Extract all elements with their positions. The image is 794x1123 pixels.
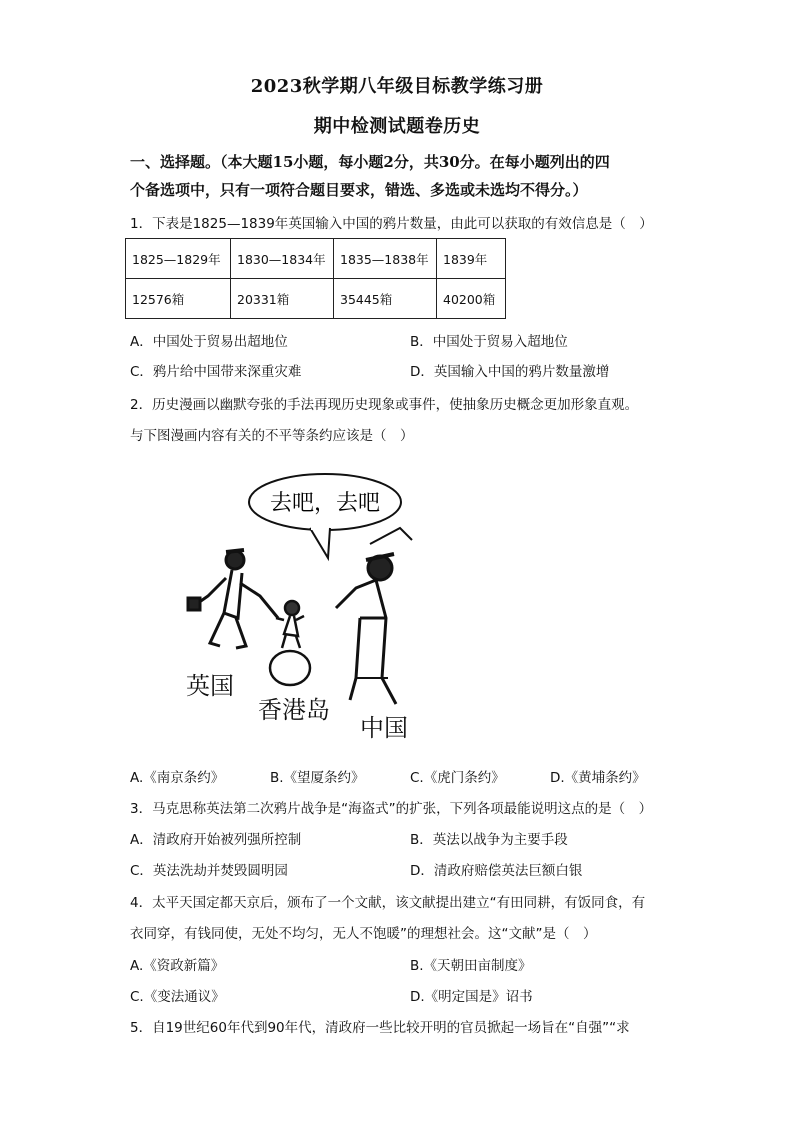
q1-stem: 1．下表是1825—1839年英国输入中国的鸦片数量，由此可以获取的有效信息是（ ） xyxy=(130,216,653,232)
britain-figure xyxy=(188,550,278,648)
table-header-cell: 1835—1838年 xyxy=(334,239,437,279)
q3-option-d: D．清政府赔偿英法巨额白银 xyxy=(410,863,583,879)
q4-option-c: C.《变法通议》 xyxy=(130,989,225,1005)
table-header-cell: 1839年 xyxy=(437,239,506,279)
q3-option-a: A．清政府开始被列强所控制 xyxy=(130,832,302,848)
cartoon-illustration xyxy=(180,468,430,748)
q5-stem-line1: 5．自19世纪60年代到90年代，清政府一些比较开明的官员掀起一场旨在“自强”“求 xyxy=(130,1020,630,1036)
q4-option-b: B.《天朝田亩制度》 xyxy=(410,958,532,974)
table-row xyxy=(126,239,506,279)
label-hongkong: 香港岛 xyxy=(258,696,330,724)
speech-text: 去吧，去吧 xyxy=(269,491,381,516)
table-row xyxy=(126,279,506,319)
opium-table xyxy=(125,238,506,319)
q3-option-b: B．英法以战争为主要手段 xyxy=(410,832,568,848)
table-header-cell: 1825—1829年 xyxy=(126,239,231,279)
q2-stem-line1: 2．历史漫画以幽默夸张的手法再现历史现象或事件，使抽象历史概念更加形象直观。 xyxy=(130,397,639,413)
section-heading-line1: 一、选择题。（本大题15小题，每小题2分，共30分。在每小题列出的四 xyxy=(130,153,610,171)
table-cell: 35445箱 xyxy=(334,279,437,319)
q2-stem-line2: 与下图漫画内容有关的不平等条约应该是（ ） xyxy=(130,428,414,444)
table-cell: 12576箱 xyxy=(126,279,231,319)
table-cell: 20331箱 xyxy=(231,279,334,319)
q1-option-c: C．鸦片给中国带来深重灾难 xyxy=(130,364,302,380)
speech-bubble xyxy=(249,474,401,558)
q4-stem-line2: 衣同穿，有钱同使，无处不均匀，无人不饱暖”的理想社会。这“文献”是（ ） xyxy=(130,926,597,942)
table-header-cell: 1830—1834年 xyxy=(231,239,334,279)
q2-option-b: B.《望厦条约》 xyxy=(270,770,365,786)
q3-stem: 3．马克思称英法第二次鸦片战争是“海盗式”的扩张，下列各项最能说明这点的是（ ） xyxy=(130,801,653,817)
q2-option-c: C.《虎门条约》 xyxy=(410,770,505,786)
q2-option-d: D.《黄埔条约》 xyxy=(550,770,646,786)
china-figure xyxy=(336,528,412,704)
q1-option-d: D．英国输入中国的鸦片数量激增 xyxy=(410,364,610,380)
q1-option-a: A．中国处于贸易出超地位 xyxy=(130,334,288,350)
label-britain: 英国 xyxy=(186,672,234,700)
q4-stem-line1: 4．太平天国定都天京后，颁布了一个文献，该文献提出建立“有田同耕，有饭同食，有 xyxy=(130,895,646,911)
q4-option-d: D.《明定国是》诏书 xyxy=(410,989,533,1005)
q4-option-a: A.《资政新篇》 xyxy=(130,958,225,974)
exam-subtitle: 期中检测试题卷历史 xyxy=(313,116,481,137)
q1-option-b: B．中国处于贸易入超地位 xyxy=(410,334,568,350)
q3-option-c: C．英法洗劫并焚毁圆明园 xyxy=(130,863,288,879)
exam-title: 2023秋学期八年级目标教学练习册 xyxy=(250,76,544,97)
label-china: 中国 xyxy=(360,714,408,742)
table-cell: 40200箱 xyxy=(437,279,506,319)
q2-option-a: A.《南京条约》 xyxy=(130,770,225,786)
section-heading-line2: 个备选项中，只有一项符合题目要求，错选、多选或未选均不得分。） xyxy=(130,181,588,199)
